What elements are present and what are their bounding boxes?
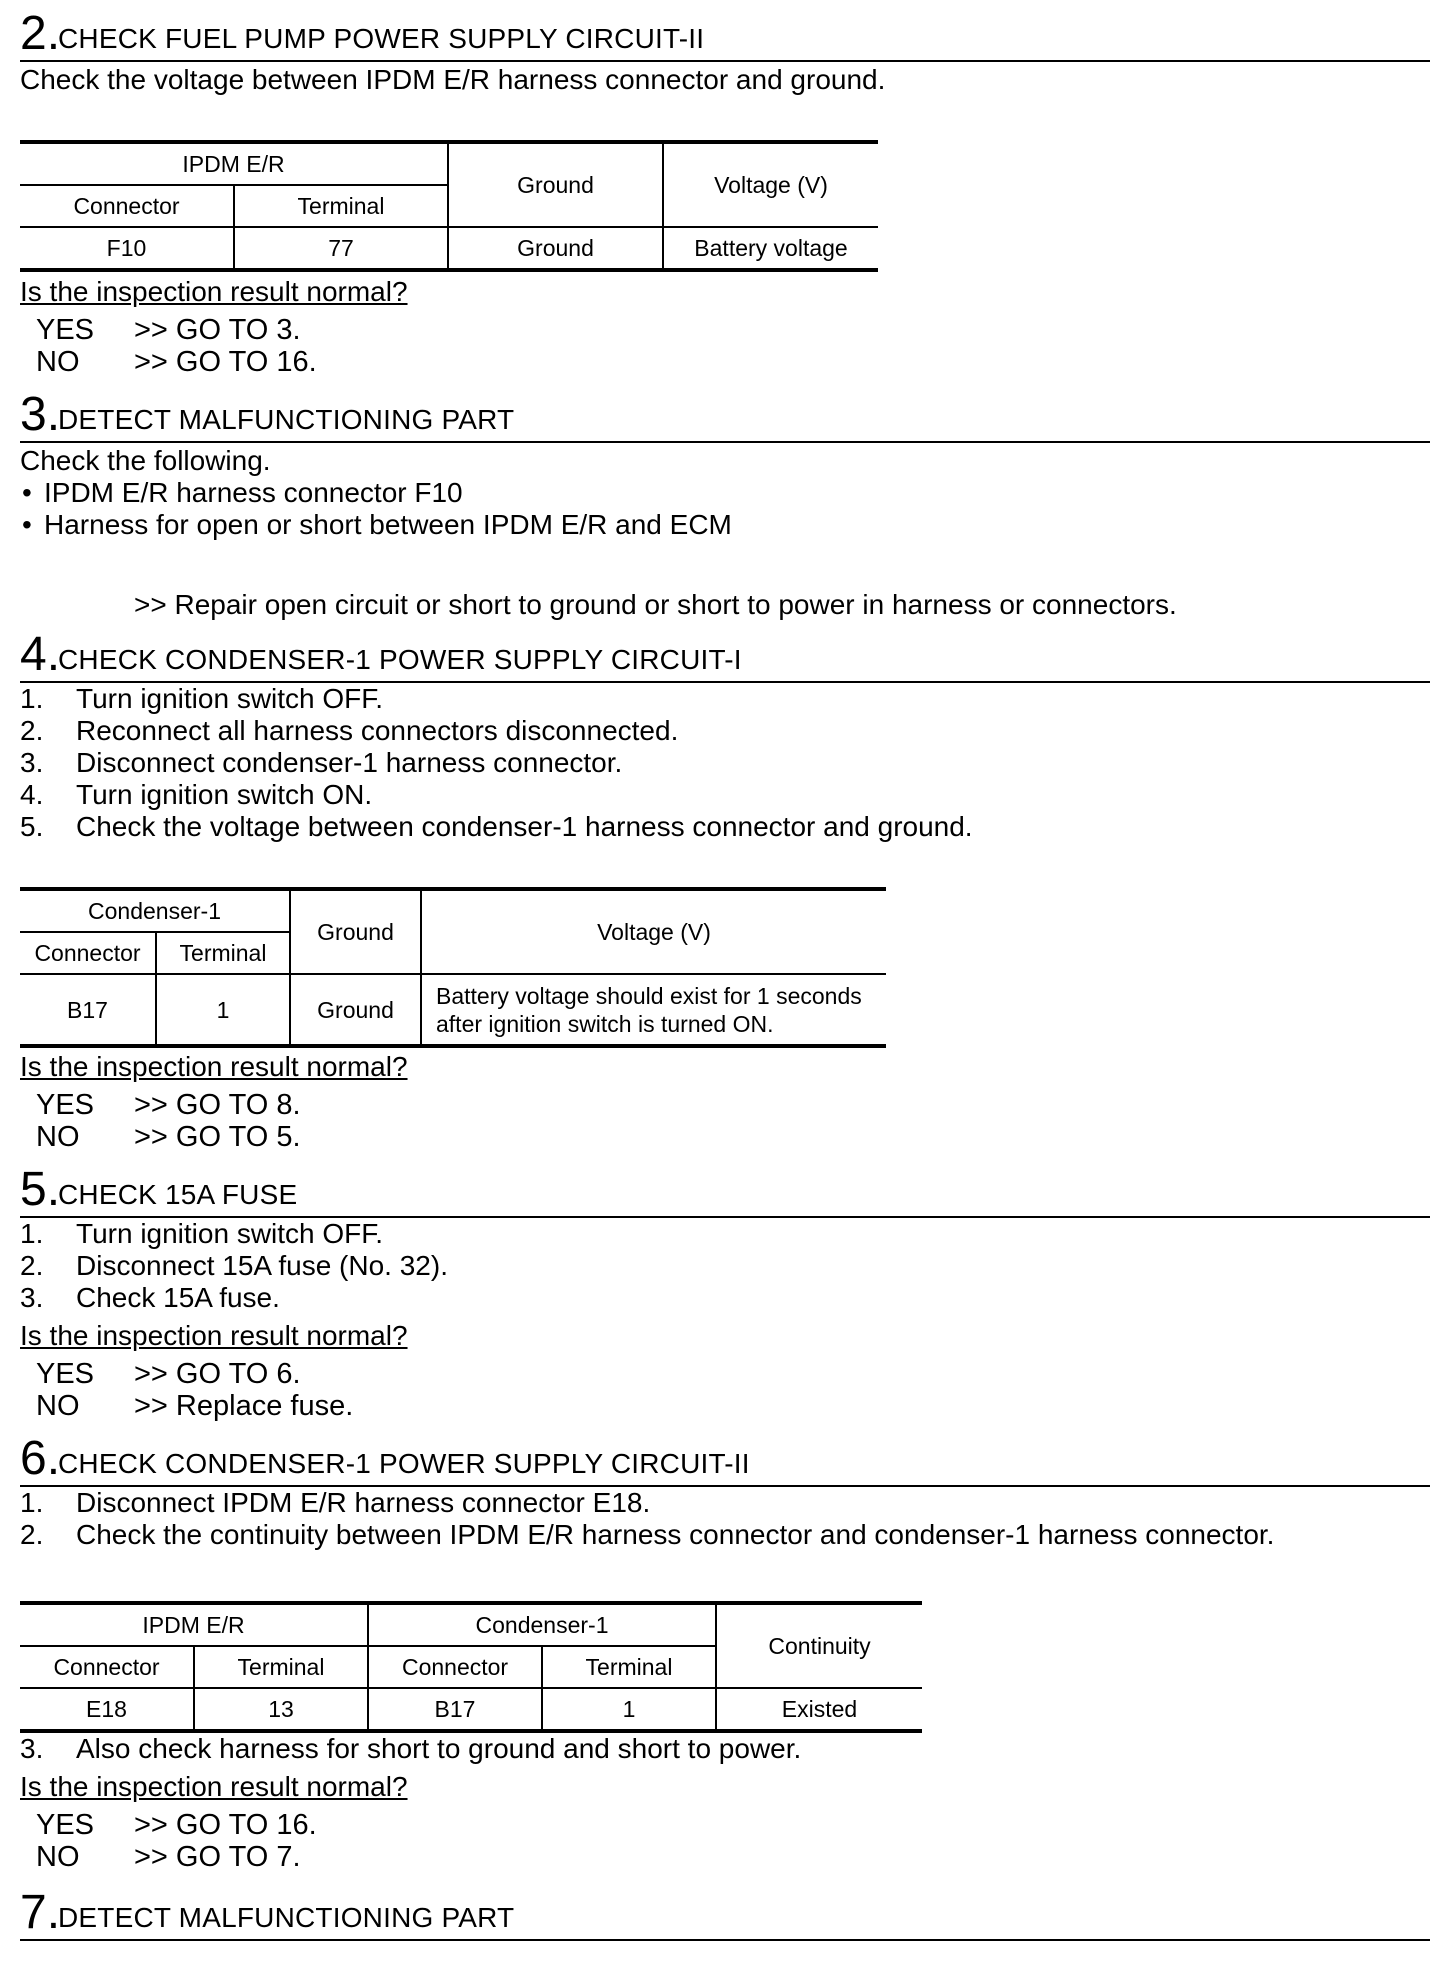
answer-yes-label: YES bbox=[36, 1358, 95, 1390]
answer-yes-action: >> GO TO 8. bbox=[134, 1089, 301, 1121]
table-cell-terminal: 13 bbox=[194, 1688, 368, 1731]
list-number: 1. bbox=[20, 1487, 44, 1518]
bullet-marker: • bbox=[22, 509, 32, 540]
table-header-voltage: Voltage (V) bbox=[663, 142, 878, 227]
step-number: 7. bbox=[20, 1886, 61, 1939]
answer-no-label: NO bbox=[36, 346, 80, 378]
table-header-ground: Ground bbox=[290, 889, 421, 974]
step-4-header bbox=[20, 628, 1430, 683]
inspection-question: Is the inspection result normal? bbox=[20, 276, 408, 307]
table-header-terminal: Terminal bbox=[156, 932, 290, 974]
list-item: Turn ignition switch OFF. bbox=[76, 1218, 384, 1249]
step-4-section bbox=[20, 628, 1430, 1153]
answer-no-action: >> GO TO 16. bbox=[134, 346, 317, 378]
list-number: 2. bbox=[20, 1250, 44, 1281]
step-6-header bbox=[20, 1432, 1430, 1487]
list-number: 2. bbox=[20, 715, 44, 746]
table-cell-connector: F10 bbox=[20, 227, 234, 270]
list-number: 3. bbox=[20, 1733, 44, 1764]
list-number: 1. bbox=[20, 1218, 44, 1249]
table-cell-ground: Ground bbox=[448, 227, 663, 270]
table-header-continuity: Continuity bbox=[716, 1603, 922, 1688]
table-header-terminal: Terminal bbox=[234, 185, 448, 227]
list-item: Disconnect condenser-1 harness connector. bbox=[76, 747, 623, 778]
step-6-section bbox=[20, 1432, 1430, 1873]
bullet-item: IPDM E/R harness connector F10 bbox=[44, 477, 463, 508]
table-header-voltage: Voltage (V) bbox=[421, 889, 886, 974]
step-3-section bbox=[20, 388, 1430, 620]
list-item: Disconnect 15A fuse (No. 32). bbox=[76, 1250, 448, 1281]
step-4-voltage-table bbox=[20, 887, 886, 1048]
list-number: 1. bbox=[20, 683, 44, 714]
answer-no-action: >> GO TO 5. bbox=[134, 1121, 301, 1153]
step-2-section bbox=[20, 0, 1430, 378]
answer-yes-action: >> GO TO 16. bbox=[134, 1809, 317, 1841]
answer-yes-label: YES bbox=[36, 314, 95, 346]
list-item: Turn ignition switch OFF. bbox=[76, 683, 384, 714]
step-number: 3. bbox=[20, 388, 61, 441]
table-cell-terminal: 1 bbox=[156, 974, 290, 1046]
list-number: 4. bbox=[20, 779, 44, 810]
step-number: 5. bbox=[20, 1163, 61, 1216]
answer-no-label: NO bbox=[36, 1121, 80, 1153]
table-cell-continuity: Existed bbox=[716, 1688, 922, 1731]
table-group-header-ipdm: IPDM E/R bbox=[20, 1603, 368, 1646]
list-item: Check the voltage between condenser-1 harness connector and ground. bbox=[76, 811, 973, 842]
step-5-section bbox=[20, 1163, 1430, 1422]
table-cell-ground: Ground bbox=[290, 974, 421, 1046]
table-header-terminal: Terminal bbox=[542, 1646, 716, 1688]
step-2-voltage-table bbox=[20, 140, 878, 272]
table-header-terminal: Terminal bbox=[194, 1646, 368, 1688]
voltage-line-1: Battery voltage should exist for 1 seconds bbox=[436, 982, 862, 1009]
step-title: DETECT MALFUNCTIONING PART bbox=[58, 1902, 515, 1933]
step-number: 4. bbox=[20, 628, 61, 681]
table-cell-terminal: 1 bbox=[542, 1688, 716, 1731]
step-number: 2. bbox=[20, 7, 61, 60]
list-number: 3. bbox=[20, 747, 44, 778]
list-item: Disconnect IPDM E/R harness connector E18. bbox=[76, 1487, 651, 1518]
answer-yes-label: YES bbox=[36, 1809, 95, 1841]
list-item: Turn ignition switch ON. bbox=[76, 779, 373, 810]
list-number: 3. bbox=[20, 1282, 44, 1313]
answer-no-label: NO bbox=[36, 1390, 80, 1422]
step-title: CHECK CONDENSER-1 POWER SUPPLY CIRCUIT-II bbox=[58, 1448, 750, 1479]
bullet-marker: • bbox=[22, 477, 32, 508]
answer-no-label: NO bbox=[36, 1841, 80, 1873]
table-cell-voltage: Battery voltage bbox=[663, 227, 878, 270]
table-header-connector: Connector bbox=[368, 1646, 542, 1688]
table-cell-connector: E18 bbox=[20, 1688, 194, 1731]
answer-yes-action: >> GO TO 6. bbox=[134, 1358, 301, 1390]
step-title: CHECK FUEL PUMP POWER SUPPLY CIRCUIT-II bbox=[58, 23, 705, 54]
step-2-intro: Check the voltage between IPDM E/R harness connector and ground. bbox=[20, 64, 886, 95]
voltage-line-2: after ignition switch is turned ON. bbox=[436, 1010, 774, 1037]
step-7-header bbox=[20, 1886, 1430, 1941]
step-6-continuity-table bbox=[20, 1601, 922, 1733]
table-cell-voltage bbox=[421, 974, 886, 1046]
repair-action: >> Repair open circuit or short to ground or short to power in harness or connectors. bbox=[134, 589, 1177, 620]
table-cell-connector: B17 bbox=[20, 974, 156, 1046]
answer-no-action: >> GO TO 7. bbox=[134, 1841, 301, 1873]
table-header-connector: Connector bbox=[20, 932, 156, 974]
bullet-item: Harness for open or short between IPDM E/R and ECM bbox=[44, 509, 732, 540]
table-cell-connector: B17 bbox=[368, 1688, 542, 1731]
table-header-ground: Ground bbox=[448, 142, 663, 227]
answer-no-action: >> Replace fuse. bbox=[134, 1390, 354, 1422]
list-item: Also check harness for short to ground and short to power. bbox=[76, 1733, 802, 1764]
table-group-header: Condenser-1 bbox=[20, 889, 290, 932]
inspection-question: Is the inspection result normal? bbox=[20, 1051, 408, 1082]
step-title: CHECK 15A FUSE bbox=[58, 1179, 298, 1210]
table-cell-terminal: 77 bbox=[234, 227, 448, 270]
table-header-connector: Connector bbox=[20, 185, 234, 227]
table-group-header: IPDM E/R bbox=[20, 142, 448, 185]
table-header-connector: Connector bbox=[20, 1646, 194, 1688]
inspection-question: Is the inspection result normal? bbox=[20, 1771, 408, 1802]
list-item: Check the continuity between IPDM E/R harness connector and condenser-1 harness connector. bbox=[76, 1519, 1275, 1550]
step-title: CHECK CONDENSER-1 POWER SUPPLY CIRCUIT-I bbox=[58, 644, 742, 675]
list-item: Reconnect all harness connectors disconnected. bbox=[76, 715, 679, 746]
step-7-section bbox=[20, 1886, 1430, 1941]
step-3-header bbox=[20, 388, 1430, 443]
step-2-header bbox=[20, 0, 1430, 62]
answer-yes-label: YES bbox=[36, 1089, 95, 1121]
list-item: Check 15A fuse. bbox=[76, 1282, 280, 1313]
step-title: DETECT MALFUNCTIONING PART bbox=[58, 404, 515, 435]
step-3-intro: Check the following. bbox=[20, 445, 271, 476]
list-number: 2. bbox=[20, 1519, 44, 1550]
step-5-header bbox=[20, 1163, 1430, 1218]
inspection-question: Is the inspection result normal? bbox=[20, 1320, 408, 1351]
answer-yes-action: >> GO TO 3. bbox=[134, 314, 301, 346]
step-number: 6. bbox=[20, 1432, 61, 1485]
list-number: 5. bbox=[20, 811, 44, 842]
table-group-header-condenser: Condenser-1 bbox=[368, 1603, 716, 1646]
